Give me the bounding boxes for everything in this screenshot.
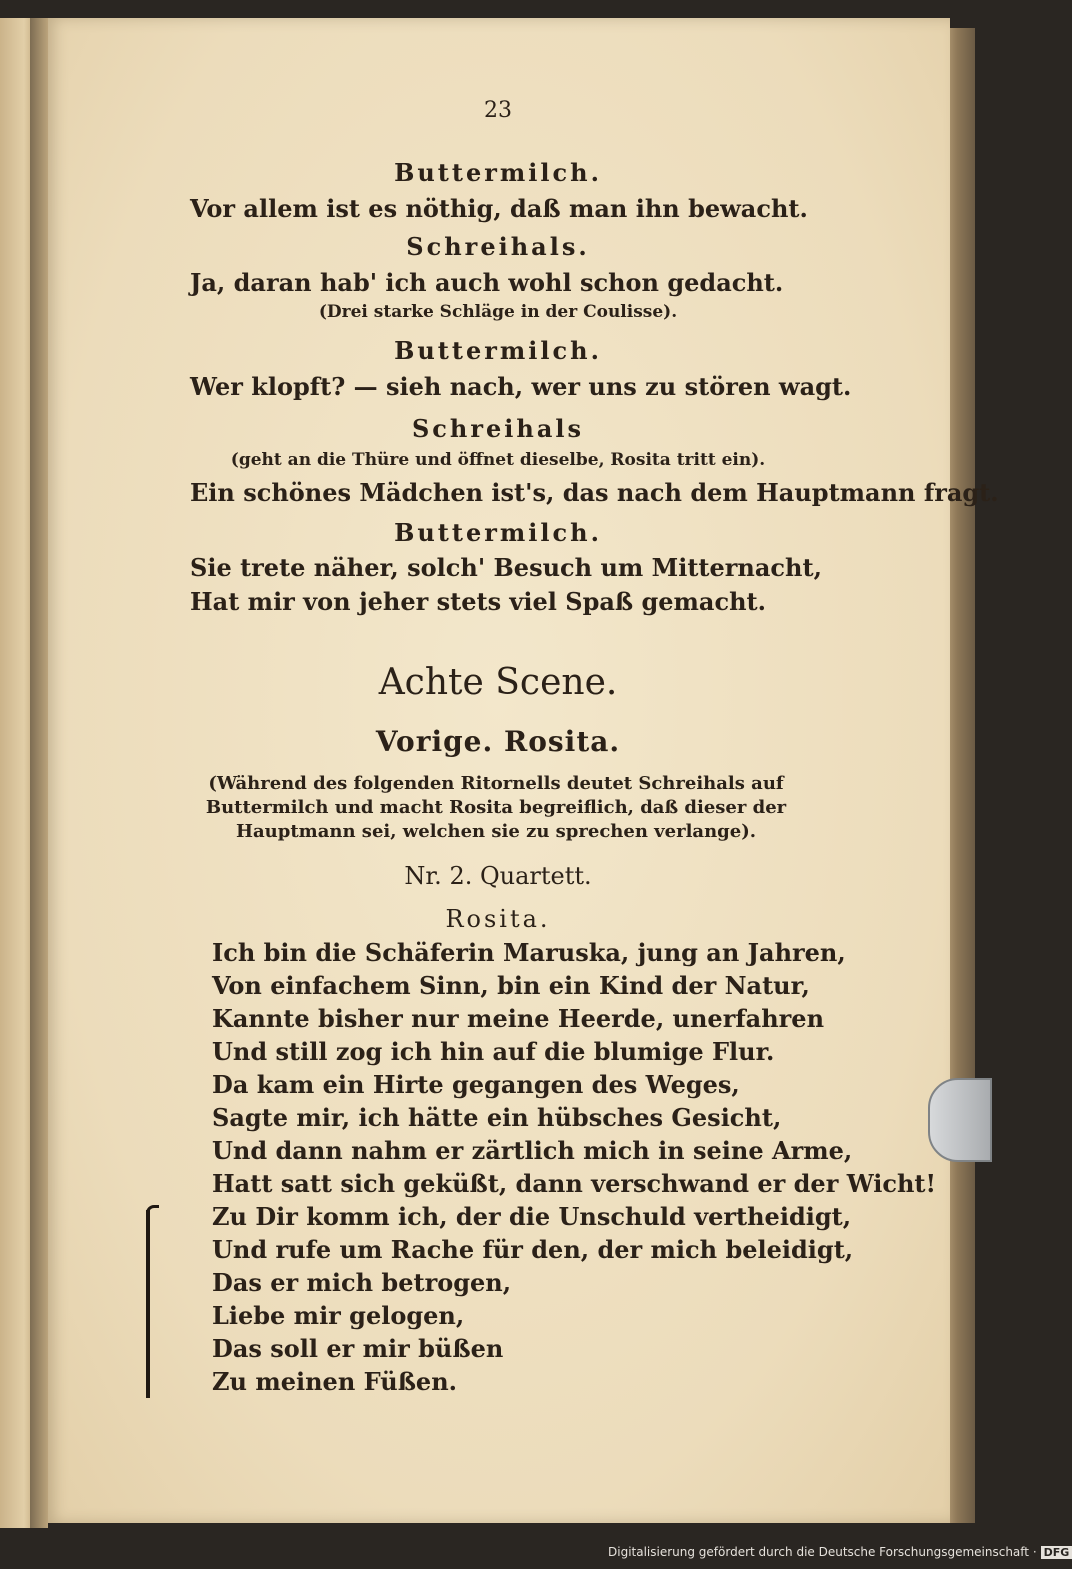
number-heading: Nr. 2. Quartett. bbox=[404, 862, 592, 890]
speaker-schreihals: Schreihals bbox=[411, 414, 585, 443]
song-line: Das er mich betrogen, bbox=[212, 1268, 512, 1297]
scene-subtitle: Vorige. Rosita. bbox=[375, 725, 621, 758]
dialogue-line: Hat mir von jeher stets viel Spaß gemacht. bbox=[190, 587, 766, 616]
song-line: Da kam ein Hirte gegangen des Weges, bbox=[212, 1070, 740, 1099]
dfg-logo: DFG bbox=[1041, 1546, 1072, 1559]
dialogue-line: Sie trete näher, solch' Besuch um Mitternacht, bbox=[190, 553, 822, 582]
dialogue-line: Wer klopft? — sieh nach, wer uns zu stören wagt. bbox=[190, 372, 852, 401]
song-line: Und still zog ich hin auf die blumige Flur. bbox=[212, 1037, 775, 1066]
song-line: Zu Dir komm ich, der die Unschuld vertheidigt, bbox=[212, 1202, 852, 1231]
speaker-buttermilch: Buttermilch. bbox=[394, 158, 602, 187]
song-line: Sagte mir, ich hätte ein hübsches Gesicht, bbox=[212, 1103, 782, 1132]
page-number: 23 bbox=[484, 98, 512, 123]
song-line: Und dann nahm er zärtlich mich in seine Arme, bbox=[212, 1136, 853, 1165]
dialogue-line: Ja, daran hab' ich auch wohl schon gedacht. bbox=[190, 268, 784, 297]
song-line: Und rufe um Rache für den, der mich beleidigt, bbox=[212, 1235, 854, 1264]
song-line: Ich bin die Schäferin Maruska, jung an Jahren, bbox=[212, 938, 846, 967]
stage-direction: (geht an die Thüre und öffnet dieselbe, Rosita tritt ein). bbox=[230, 450, 766, 470]
digitization-footer bbox=[608, 1545, 1072, 1559]
song-line: Das soll er mir büßen bbox=[212, 1334, 504, 1363]
speaker-schreihals: Schreihals. bbox=[406, 232, 590, 261]
dialogue-line: Ein schönes Mädchen ist's, das nach dem Hauptmann fragt. bbox=[190, 478, 999, 507]
scene-direction: (Während des folgenden Ritornells deutet Schreihals auf Buttermilch und macht Rosita begreiflich, daß dieser der Hauptmann sei, welchen sie zu sprechen verlange). bbox=[205, 773, 787, 842]
stage-direction: (Drei starke Schläge in der Coulisse). bbox=[318, 302, 678, 322]
footer-text: Digitalisierung gefördert durch die Deutsche Forschungsgemeinschaft · bbox=[608, 1545, 1037, 1559]
song-line: Liebe mir gelogen, bbox=[212, 1301, 465, 1330]
song-speaker: Rosita. bbox=[445, 905, 551, 933]
song-line: Zu meinen Füßen. bbox=[212, 1367, 458, 1396]
speaker-buttermilch: Buttermilch. bbox=[394, 518, 602, 547]
scene-title: Achte Scene. bbox=[378, 662, 618, 703]
dialogue-line: Vor allem ist es nöthig, daß man ihn bewacht. bbox=[190, 194, 808, 223]
page-tab-clip[interactable] bbox=[928, 1078, 992, 1162]
song-line: Hatt satt sich geküßt, dann verschwand er der Wicht! bbox=[212, 1169, 937, 1198]
margin-bracket bbox=[146, 1210, 150, 1398]
speaker-buttermilch: Buttermilch. bbox=[394, 336, 602, 365]
song-line: Von einfachem Sinn, bin ein Kind der Natur, bbox=[212, 971, 810, 1000]
song-line: Kannte bisher nur meine Heerde, unerfahren bbox=[212, 1004, 825, 1033]
